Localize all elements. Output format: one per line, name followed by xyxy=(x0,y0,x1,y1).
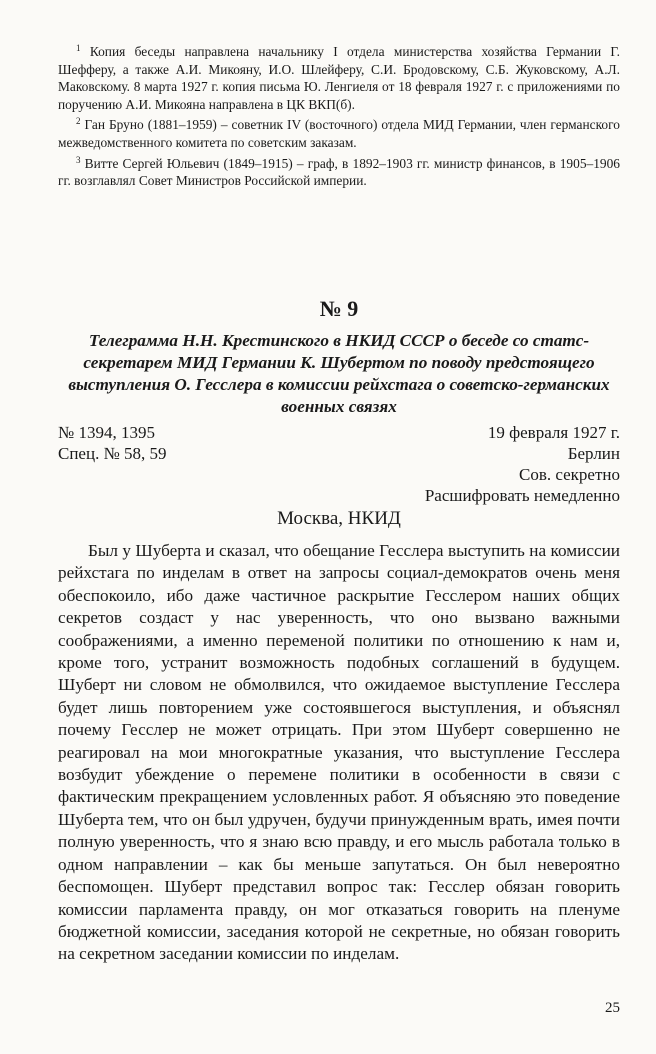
document-title: Телеграмма Н.Н. Крестинского в НКИД СССР о беседе со статс-секретарем МИД Германии К. Шубертом по поводу предстоящего выступления О. Гесслера в комиссии рейхстага о советско-германских военных связях xyxy=(68,331,610,416)
footnote-text: Витте Сергей Юльевич (1849–1915) – граф, в 1892–1903 гг. министр финансов, в 1905–1906 гг. возглавлял Совет Министров Российской империи. xyxy=(58,155,620,189)
footnote-mark: 1 xyxy=(76,43,81,53)
document-number: № 9 xyxy=(319,296,359,321)
document-body: Был у Шуберта и сказал, что обещание Гесслера выступить на комиссии рейхстага по инделам в ответ на запросы социал-демократов очень меня обеспокоило, ибо даже частичное раскрытие Гесслером наших общих секретов создаст у нас уверенность, что оно вызвано важными соображениями, а именно переменой политики по отношению к нам и, кроме того, устранит возможность подобных соглашений в будущем. Шуберт ни словом не обмолвился, что ожидаемое выступление Гесслера будет лишь повторением уже состоявшегося выступления, и объяснял почему Гесслер не может отрицать. При этом Шуберт совершенно не реагировал на мои многократные указания, что выступление Гесслера возбудит убеждение о перемене политики в особенности в связи с фактическим прекращением условленных работ. Я объясняю это поведение Шуберта тем, что он был удручен, будучи принужденным врать, имея почти полную уверенность, что я знаю всю правду, и его мысль работала только в одном направлении – как бы меньше запутаться. Он был невероятно беспомощен. Шуберт представил вопрос так: Гесслер обязан говорить комиссии парламента правду, он мог отказаться говорить на пленуме бюджетной комиссии, заседания которой не секретные, но обязан говорить на секретном заседании комиссии по инделам. xyxy=(58,541,620,964)
document-place: Берлин xyxy=(567,444,620,463)
footnote-text: Копия беседы направлена начальнику I отдела министерства хозяйства Германии Г. Шефферу, а также А.И. Микояну, И.О. Шлейферу, С.И. Бродовскому, С.Б. Жуковскому, А.Л. Маковскому. 8 марта 1927 г. копия письма Ю. Ленгиеля от 18 февраля 1927 г. с приложениями по поручению А.И. Микояна направлена в ЦК ВКП(б). xyxy=(58,44,620,112)
footnote-1 xyxy=(58,40,620,113)
addressee: Москва, НКИД xyxy=(277,508,401,529)
footnote-3 xyxy=(58,152,620,190)
footnote-text: Ган Бруно (1881–1959) – советник IV (восточного) отдела МИД Германии, член германского межведомственного комитета по советским заказам. xyxy=(58,117,620,150)
document-date: 19 февраля 1927 г. xyxy=(487,423,620,442)
footnote-mark: 2 xyxy=(76,116,81,127)
instruction: Расшифровать немедленно xyxy=(424,486,620,505)
ref-number: № 1394, 1395 xyxy=(58,423,155,442)
spec-number: Спец. № 58, 59 xyxy=(58,444,167,463)
page-number: 25 xyxy=(605,1000,620,1016)
footnotes xyxy=(58,40,620,190)
footnote-2 xyxy=(58,113,620,151)
footnote-mark: 3 xyxy=(76,154,81,165)
classification: Сов. секретно xyxy=(519,465,620,484)
